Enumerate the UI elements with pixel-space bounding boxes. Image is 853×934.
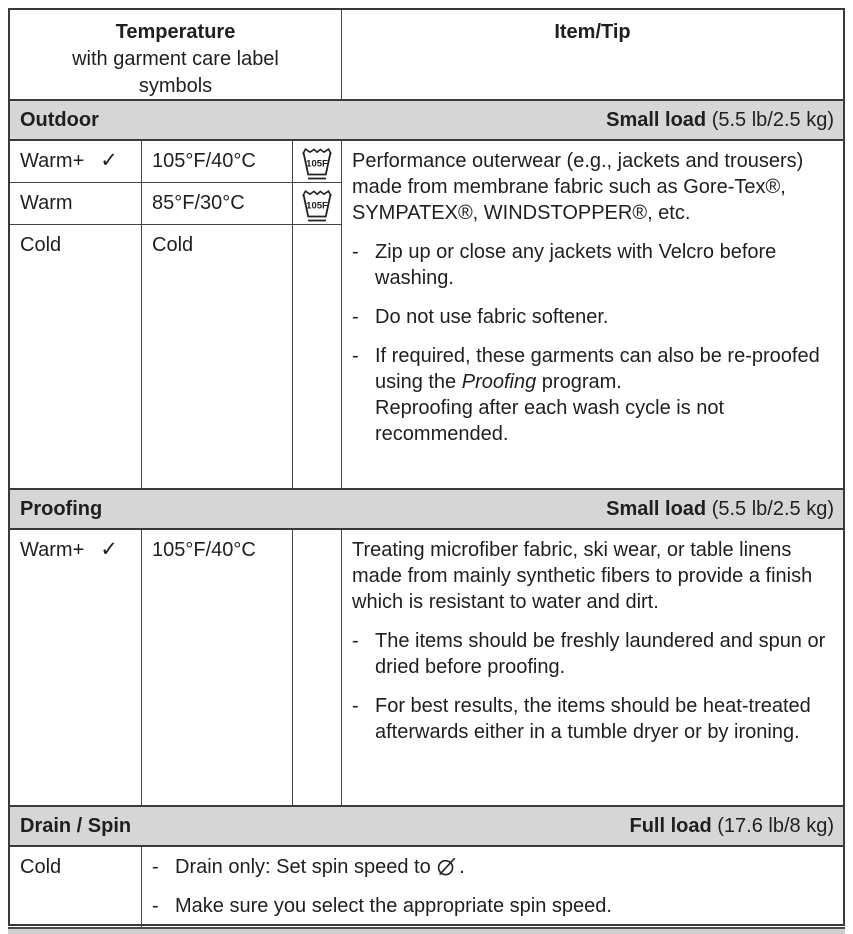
checkmark-icon: ✓ <box>100 538 118 561</box>
tip-text: Zip up or close any jackets with Velcro before washing. <box>375 241 777 289</box>
bullet-dash: - <box>352 241 359 263</box>
temperature-header-subtitle-line1: with garment care label <box>72 48 279 70</box>
program-name-italic: Proofing <box>461 371 537 393</box>
checkmark-icon: ✓ <box>100 149 118 172</box>
section-load-outdoor <box>606 107 834 133</box>
tip-item <box>152 854 833 880</box>
section-name-drain-spin: Drain / Spin <box>20 815 132 837</box>
temp-value-cell <box>142 183 293 225</box>
load-label: Small load <box>606 109 707 131</box>
no-spin-icon <box>436 855 459 878</box>
tip-text: For best results, the items should be heat-treated afterwards either in a tumble dryer or by ironing. <box>375 695 811 743</box>
load-detail: (5.5 lb/2.5 kg) <box>711 109 834 131</box>
bullet-dash: - <box>352 345 359 367</box>
temp-value: 85°F/30°C <box>152 192 245 214</box>
item-tip-header-cell <box>342 10 843 100</box>
tip-text <box>175 854 833 880</box>
load-label: Full load <box>629 815 712 837</box>
table-header-row <box>10 10 843 99</box>
care-symbol-cell-empty <box>293 225 342 488</box>
temp-value: 105°F/40°C <box>152 539 256 561</box>
tip-item <box>152 893 833 919</box>
temp-name: Warm+ <box>20 539 85 561</box>
section-body-drain-spin <box>10 847 843 924</box>
bullet-dash: - <box>152 856 159 878</box>
temp-name: Warm+ <box>20 150 85 172</box>
care-symbol-cell-empty <box>293 530 342 805</box>
wash-tub-care-icon <box>300 188 334 222</box>
load-detail: (5.5 lb/2.5 kg) <box>711 498 834 520</box>
tip-text: The items should be freshly laundered and spun or dried before proofing. <box>375 630 826 678</box>
next-section-bar-cutoff <box>8 927 845 934</box>
section-bar-outdoor <box>10 99 843 141</box>
temperature-header-cell <box>10 10 342 100</box>
care-icon-label: 105F <box>306 200 328 212</box>
description: Treating microfiber fabric, ski wear, or table linens made from mainly synthetic fibers to provide a finish which is resistant to water and dirt. <box>352 539 813 613</box>
tip-text-pre: If required, these garments can also be re-proofed using the <box>375 345 820 393</box>
tip-text: Do not use fabric softener. <box>375 306 609 328</box>
care-symbol-cell <box>293 141 342 183</box>
tip-item <box>352 239 833 291</box>
tip-item <box>352 304 833 330</box>
temp-value-cell <box>142 530 293 805</box>
temp-name: Cold <box>20 856 62 878</box>
temp-name-cell <box>10 225 142 488</box>
program-table <box>8 8 845 926</box>
item-tip-cell <box>342 141 843 488</box>
load-detail: (17.6 lb/8 kg) <box>717 815 834 837</box>
temp-name: Warm <box>20 192 73 214</box>
care-symbol-cell <box>293 183 342 225</box>
bullet-dash: - <box>352 630 359 652</box>
wash-tub-care-icon <box>300 146 334 180</box>
load-label: Small load <box>606 498 707 520</box>
tip-text <box>375 343 833 447</box>
care-icon-label: 105F <box>306 158 328 170</box>
temp-name: Cold <box>20 234 62 256</box>
temp-value: Cold <box>152 234 194 256</box>
section-name-outdoor: Outdoor <box>20 109 99 131</box>
temp-name-cell <box>10 530 142 805</box>
description: Performance outerwear (e.g., jackets and trousers) made from membrane fabric such as Gore-Tex®, SYMPATEX®, WINDSTOPPER®, etc. <box>352 150 804 224</box>
bullet-dash: - <box>352 695 359 717</box>
item-tip-cell <box>342 530 843 805</box>
tip-text-post: program. <box>536 371 622 393</box>
temp-name-cell <box>10 847 142 932</box>
tip-text-post: . <box>459 856 465 878</box>
bullet-dash: - <box>152 895 159 917</box>
section-body-outdoor <box>10 141 843 488</box>
temp-value: 105°F/40°C <box>152 150 256 172</box>
bullet-dash: - <box>352 306 359 328</box>
tip-item <box>352 343 833 447</box>
temperature-header-subtitle-line2: symbols <box>138 75 213 97</box>
tip-item <box>352 693 833 745</box>
tip-text-pre: Drain only: Set spin speed to <box>175 856 437 878</box>
tip-item <box>352 628 833 680</box>
temp-name-cell <box>10 141 142 183</box>
item-tip-header-title: Item/Tip <box>554 21 631 43</box>
tip-text-post2: Reproofing after each wash cycle is not recommended. <box>375 397 725 445</box>
section-name-proofing: Proofing <box>20 498 103 520</box>
section-body-proofing <box>10 530 843 805</box>
section-load-drain-spin <box>629 813 834 839</box>
temp-value-cell <box>142 141 293 183</box>
temperature-header-title: Temperature <box>115 21 236 43</box>
section-bar-proofing <box>10 488 843 530</box>
section-bar-drain-spin <box>10 805 843 847</box>
tip-text: Make sure you select the appropriate spin speed. <box>175 895 612 917</box>
temp-name-cell <box>10 183 142 225</box>
section-load-proofing <box>606 496 834 522</box>
temp-value-cell <box>142 225 293 488</box>
item-tip-cell <box>142 847 843 932</box>
